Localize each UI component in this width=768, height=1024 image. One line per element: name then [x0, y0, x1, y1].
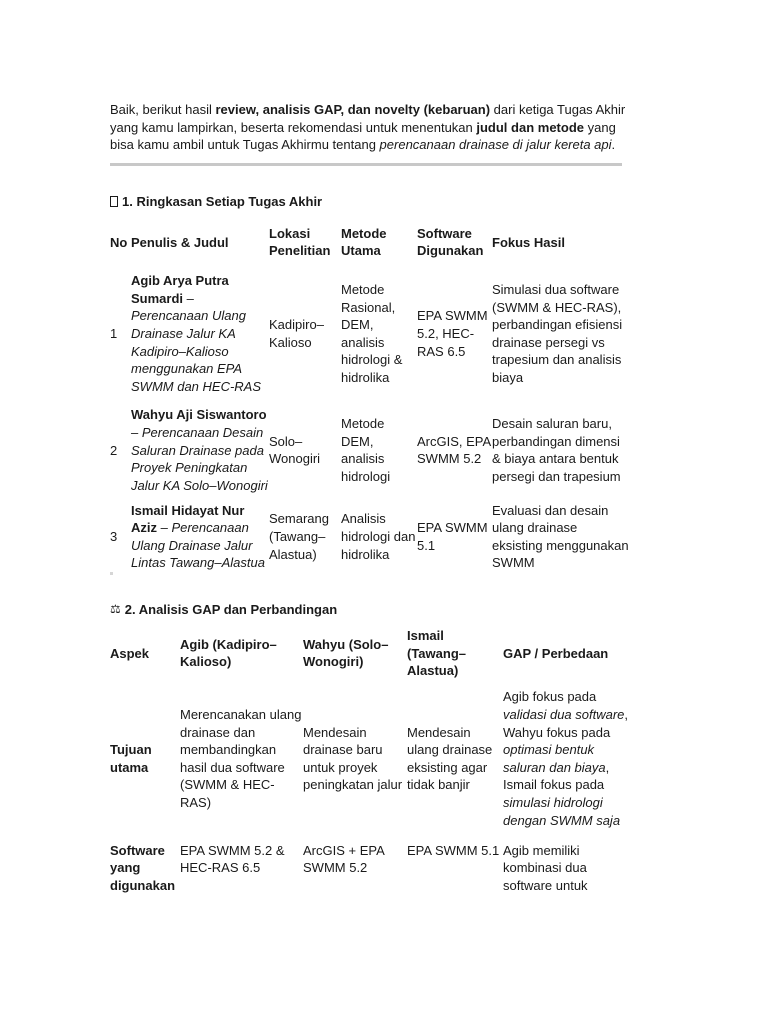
- col-header-author-title: Penulis & Judul: [131, 234, 229, 250]
- cell-author-title: [131, 402, 269, 498]
- missing-glyph-icon: [110, 196, 118, 207]
- cell-ismail: EPA SWMM 5.1: [407, 842, 500, 858]
- table-row: [110, 498, 630, 575]
- summary-table-header-row: [110, 219, 630, 265]
- intro-text-4: .: [611, 137, 616, 153]
- cell-no: 3: [110, 529, 118, 545]
- cell-no: 1: [110, 326, 118, 342]
- table-row: [110, 838, 630, 898]
- cell-agib: Merencanakan ulang drainase dan membandingkan hasil dua software (SWMM & HEC-RAS): [180, 706, 302, 810]
- cell-focus: Simulasi dua software (SWMM & HEC-RAS), perbandingan efisiensi drainase persegi vs trapesium dan analisis biaya: [492, 282, 623, 386]
- col-header-gap: GAP / Perbedaan: [503, 645, 609, 661]
- cell-location: Solo– Wonogiri: [269, 433, 321, 467]
- col-header-focus: Fokus Hasil: [492, 234, 565, 250]
- cell-gap: [503, 838, 630, 898]
- cell-software: EPA SWMM 5.2, HEC-RAS 6.5: [417, 308, 488, 359]
- cell-method: Metode DEM, analisis hidrologi: [341, 416, 391, 484]
- col-header-wahyu: Wahyu (Solo– Wonogiri): [303, 636, 389, 670]
- cell-focus: Desain saluran baru, perbandingan dimensi & biaya antara bentuk persegi dan trapesium: [492, 416, 621, 484]
- cell-location: Kadipiro– Kalioso: [269, 317, 324, 350]
- intro-bold-1: review, analisis GAP, dan novelty (kebaruan): [215, 102, 491, 117]
- gap-text: , Ismail fokus pada: [503, 759, 610, 793]
- gap-text: Agib fokus pada: [503, 689, 597, 705]
- cell-agib: EPA SWMM 5.2 & HEC-RAS 6.5: [180, 842, 285, 876]
- cell-method: Metode Rasional, DEM, analisis hidrologi & hidrolika: [341, 282, 403, 386]
- col-header-method: Metode Utama: [341, 225, 387, 259]
- cell-wahyu: Mendesain drainase baru untuk proyek peningkatan jalur: [303, 724, 403, 793]
- intro-text-2: dari ketiga Tugas Akhir yang kamu lampirkan, beserta rekomendasi untuk menentukan: [110, 102, 626, 135]
- intro-text-3: yang bisa kamu ambil untuk Tugas Akhirmu tentang: [110, 119, 616, 153]
- section-2-title: [110, 601, 630, 619]
- cell-aspect: Tujuan utama: [110, 742, 152, 775]
- gap-text-italic: validasi dua software: [503, 706, 625, 722]
- section-2-title-text: 2. Analisis GAP dan Perbandingan: [124, 602, 338, 618]
- col-header-ismail: Ismail (Tawang– Alastua): [407, 627, 466, 679]
- intro-paragraph: [110, 101, 630, 154]
- section-1-title: [110, 193, 630, 211]
- thesis-title: – Perencanaan Ulang Drainase Jalur KA Kadipiro–Kalioso menggunakan EPA SWMM dan HEC-RAS: [131, 290, 262, 394]
- thesis-title: – Perencanaan Ulang Drainase Jalur Lintas Tawang–Alastua: [131, 520, 265, 571]
- cell-wahyu: ArcGIS + EPA SWMM 5.2: [303, 842, 385, 876]
- intro-text-1: Baik, berikut hasil: [110, 102, 216, 117]
- cell-location: Semarang (Tawang– Alastua): [269, 511, 329, 562]
- cell-focus: Evaluasi dan desain ulang drainase eksisting menggunakan SWMM: [492, 502, 629, 571]
- gap-text: Agib memiliki kombinasi dua software untuk: [503, 842, 588, 893]
- section-1-title-text: 1. Ringkasan Setiap Tugas Akhir: [122, 193, 323, 209]
- cell-software: EPA SWMM 5.1: [417, 520, 488, 553]
- gap-table: [110, 627, 630, 898]
- gap-text-italic: optimasi bentuk saluran dan biaya: [503, 742, 606, 775]
- col-header-no: No: [110, 234, 128, 250]
- cell-author-title: [131, 498, 269, 575]
- cell-no: 2: [110, 442, 118, 458]
- col-header-aspect: Aspek: [110, 645, 150, 661]
- scale-icon: ⚖: [110, 602, 121, 617]
- cell-author-title: [131, 265, 269, 402]
- cell-ismail: Mendesain ulang drainase eksisting agar tidak banjir: [407, 724, 493, 793]
- author-name: Wahyu Aji Siswantoro: [131, 407, 267, 423]
- cell-aspect: Software yang digunakan: [110, 842, 176, 893]
- col-header-agib: Agib (Kadipiro– Kalioso): [180, 636, 277, 670]
- gap-text-italic: simulasi hidrologi dengan SWMM saja: [503, 794, 621, 828]
- document-page: [110, 101, 630, 898]
- table-row: [110, 402, 630, 498]
- cell-method: Analisis hidrologi dan hidrolika: [341, 511, 416, 562]
- thesis-title: – Perencanaan Desain Saluran Drainase pada Proyek Peningkatan Jalur KA Solo–Wonogiri: [131, 424, 268, 493]
- col-header-software: Software Digunakan: [417, 225, 484, 259]
- table-row: [110, 680, 630, 838]
- intro-italic-1: perencanaan drainase di jalur kereta api: [379, 137, 612, 153]
- horizontal-divider: [110, 163, 622, 166]
- gap-table-header-row: [110, 627, 630, 680]
- table-row: [110, 265, 630, 402]
- col-header-location: Lokasi Penelitian: [269, 225, 331, 259]
- cell-gap: [503, 680, 630, 838]
- gap-text: , Wahyu fokus pada: [503, 706, 629, 740]
- intro-bold-2: judul dan metode: [476, 119, 584, 135]
- author-name: Ismail Hidayat Nur Aziz: [131, 502, 245, 536]
- author-name: Agib Arya Putra Sumardi: [131, 273, 229, 306]
- cell-software: ArcGIS, EPA SWMM 5.2: [417, 433, 491, 467]
- summary-table: [110, 219, 630, 575]
- table-end-marker: [110, 572, 113, 575]
